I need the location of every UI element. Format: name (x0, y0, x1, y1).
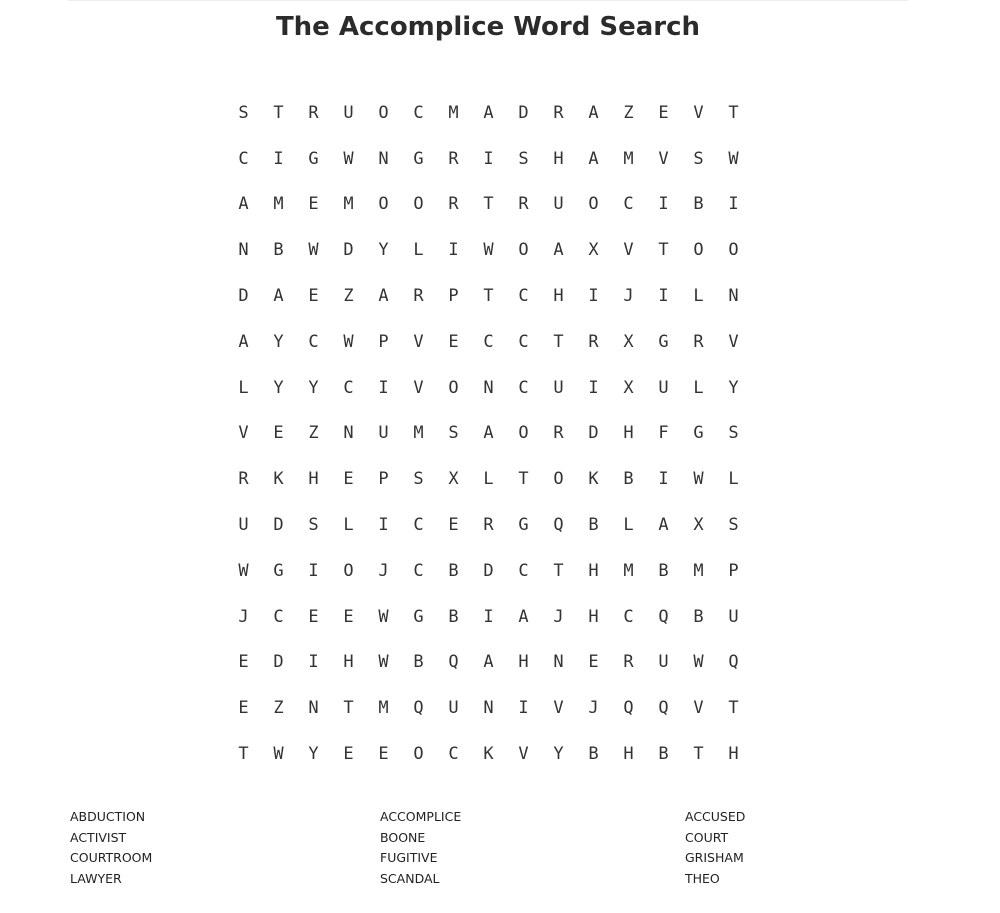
grid-cell: H (343, 652, 354, 673)
grid-cell: M (623, 148, 634, 169)
grid-cell: U (553, 194, 564, 215)
grid-cell: B (623, 469, 634, 490)
grid-cell: A (483, 423, 494, 444)
grid-cell: I (378, 515, 389, 536)
grid-cell: V (518, 744, 529, 765)
grid-cell: V (623, 240, 634, 261)
grid-cell: M (378, 698, 389, 719)
grid-cell: X (623, 331, 634, 352)
grid-cell: E (343, 606, 354, 627)
grid-cell: W (483, 240, 494, 261)
grid-row (226, 731, 751, 777)
grid-cell: E (273, 423, 284, 444)
grid-cell: V (658, 148, 669, 169)
word-list-item: THEO (685, 870, 720, 886)
grid-cell: I (518, 698, 529, 719)
grid-cell: Q (728, 652, 739, 673)
grid-cell: R (308, 102, 319, 123)
grid-cell: Q (658, 606, 669, 627)
grid-cell: Y (378, 240, 389, 261)
grid-cell: Z (273, 698, 284, 719)
grid-cell: Y (553, 744, 564, 765)
grid-row (226, 456, 751, 502)
grid-cell: H (588, 560, 599, 581)
grid-cell: B (588, 515, 599, 536)
grid-cell: W (728, 148, 739, 169)
grid-cell: L (238, 377, 249, 398)
grid-cell: A (588, 102, 599, 123)
grid-row (226, 548, 751, 594)
grid-cell: V (413, 377, 424, 398)
grid-cell: D (483, 560, 494, 581)
grid-cell: C (308, 331, 319, 352)
grid-cell: H (623, 744, 634, 765)
grid-cell: T (658, 240, 669, 261)
grid-cell: U (553, 377, 564, 398)
grid-cell: O (588, 194, 599, 215)
grid-cell: C (623, 194, 634, 215)
grid-cell: B (693, 606, 704, 627)
grid-cell: I (658, 194, 669, 215)
grid-cell: Y (308, 377, 319, 398)
grid-cell: B (448, 606, 459, 627)
grid-cell: O (448, 377, 459, 398)
grid-cell: W (308, 240, 319, 261)
grid-cell: I (728, 194, 739, 215)
grid-cell: Q (413, 698, 424, 719)
grid-cell: I (308, 652, 319, 673)
grid-cell: O (693, 240, 704, 261)
grid-cell: C (518, 286, 529, 307)
grid-cell: D (343, 240, 354, 261)
grid-cell: R (623, 652, 634, 673)
grid-cell: R (588, 331, 599, 352)
grid-cell: A (378, 286, 389, 307)
grid-cell: R (413, 286, 424, 307)
grid-cell: E (343, 469, 354, 490)
grid-cell: B (658, 744, 669, 765)
grid-row (226, 502, 751, 548)
grid-cell: H (623, 423, 634, 444)
grid-cell: C (413, 102, 424, 123)
grid-cell: I (483, 606, 494, 627)
grid-cell: O (728, 240, 739, 261)
grid-cell: E (308, 286, 319, 307)
grid-cell: G (273, 560, 284, 581)
word-list-item: BOONE (380, 829, 426, 845)
grid-cell: T (553, 331, 564, 352)
grid-cell: S (518, 148, 529, 169)
grid-cell: T (553, 560, 564, 581)
grid-cell: D (273, 652, 284, 673)
grid-cell: T (728, 102, 739, 123)
grid-cell: Q (623, 698, 634, 719)
grid-cell: W (238, 560, 249, 581)
grid-cell: U (238, 515, 249, 536)
grid-cell: C (413, 515, 424, 536)
grid-cell: V (693, 698, 704, 719)
grid-cell: H (553, 286, 564, 307)
grid-cell: B (693, 194, 704, 215)
grid-cell: L (693, 286, 704, 307)
grid-cell: W (273, 744, 284, 765)
word-list-item: COURT (685, 829, 729, 845)
grid-cell: X (588, 240, 599, 261)
grid-cell: V (413, 331, 424, 352)
word-column-2 (380, 807, 461, 889)
grid-row (226, 90, 751, 136)
grid-cell: C (518, 331, 529, 352)
grid-cell: W (693, 652, 704, 673)
grid-cell: M (273, 194, 284, 215)
word-list-item: COURTROOM (70, 850, 153, 865)
grid-cell: S (728, 515, 739, 536)
grid-cell: B (588, 744, 599, 765)
grid-cell: M (693, 560, 704, 581)
grid-cell: A (238, 331, 249, 352)
grid-cell: J (378, 560, 389, 581)
grid-cell: T (483, 286, 494, 307)
grid-cell: C (623, 606, 634, 627)
grid-cell: T (238, 744, 249, 765)
grid-cell: I (658, 286, 669, 307)
grid-row (226, 685, 751, 731)
grid-cell: O (343, 560, 354, 581)
grid-cell: P (378, 331, 389, 352)
grid-cell: E (378, 744, 389, 765)
grid-cell: I (483, 148, 494, 169)
grid-cell: E (448, 331, 459, 352)
grid-cell: I (308, 560, 319, 581)
grid-cell: U (378, 423, 389, 444)
grid-cell: C (273, 606, 284, 627)
grid-row (226, 182, 751, 228)
grid-cell: P (378, 469, 389, 490)
grid-cell: G (693, 423, 704, 444)
grid-cell: W (693, 469, 704, 490)
grid-cell: Q (448, 652, 459, 673)
grid-cell: H (728, 744, 739, 765)
grid-cell: W (378, 652, 389, 673)
grid-cell: S (448, 423, 459, 444)
grid-cell: I (378, 377, 389, 398)
grid-cell: R (553, 102, 564, 123)
grid-row (226, 136, 751, 182)
grid-cell: M (343, 194, 354, 215)
grid-cell: L (483, 469, 494, 490)
grid-cell: C (448, 744, 459, 765)
grid-cell: E (588, 652, 599, 673)
grid-cell: N (728, 286, 739, 307)
grid-cell: T (728, 698, 739, 719)
grid-cell: J (553, 606, 564, 627)
grid-cell: T (343, 698, 354, 719)
grid-cell: U (448, 698, 459, 719)
grid-cell: Z (343, 286, 354, 307)
grid-cell: K (483, 744, 494, 765)
grid-cell: L (343, 515, 354, 536)
grid-cell: C (238, 148, 249, 169)
grid-row (226, 640, 751, 686)
grid-cell: O (413, 194, 424, 215)
grid-cell: B (658, 560, 669, 581)
grid-cell: S (728, 423, 739, 444)
grid-cell: R (553, 423, 564, 444)
grid-cell: C (343, 377, 354, 398)
top-divider (68, 0, 908, 1)
grid-cell: H (553, 148, 564, 169)
grid-cell: R (238, 469, 249, 490)
word-list-item: SCANDAL (380, 870, 440, 886)
grid-row (226, 365, 751, 411)
grid-cell: H (588, 606, 599, 627)
grid-cell: I (588, 286, 599, 307)
grid-cell: Y (273, 377, 284, 398)
grid-cell: M (413, 423, 424, 444)
grid-cell: S (413, 469, 424, 490)
grid-cell: E (343, 744, 354, 765)
grid-cell: U (658, 652, 669, 673)
grid-cell: F (658, 423, 669, 444)
grid-cell: J (588, 698, 599, 719)
grid-cell: N (483, 698, 494, 719)
grid-cell: D (273, 515, 284, 536)
grid-cell: R (693, 331, 704, 352)
grid-cell: Y (273, 331, 284, 352)
grid-cell: Z (308, 423, 319, 444)
grid-cell: N (483, 377, 494, 398)
grid-cell: B (448, 560, 459, 581)
grid-cell: I (448, 240, 459, 261)
grid-cell: I (588, 377, 599, 398)
grid-cell: N (343, 423, 354, 444)
grid-cell: O (378, 194, 389, 215)
grid-cell: Z (623, 102, 634, 123)
word-column-1 (70, 807, 152, 889)
grid-cell: U (343, 102, 354, 123)
word-list-item: ACTIVIST (70, 829, 127, 845)
grid-cell: W (343, 331, 354, 352)
grid-cell: N (553, 652, 564, 673)
grid-cell: O (378, 102, 389, 123)
word-list-item: GRISHAM (685, 850, 744, 865)
grid-cell: T (693, 744, 704, 765)
grid-cell: A (483, 102, 494, 123)
grid-cell: T (483, 194, 494, 215)
grid-row (226, 227, 751, 273)
grid-cell: T (273, 102, 284, 123)
grid-cell: V (693, 102, 704, 123)
grid-cell: W (343, 148, 354, 169)
grid-row (226, 319, 751, 365)
grid-cell: U (658, 377, 669, 398)
grid-cell: A (588, 148, 599, 169)
grid-cell: R (448, 194, 459, 215)
grid-cell: G (413, 148, 424, 169)
grid-cell: C (483, 331, 494, 352)
grid-cell: N (308, 698, 319, 719)
grid-cell: A (553, 240, 564, 261)
grid-cell: S (693, 148, 704, 169)
grid-cell: Q (658, 698, 669, 719)
grid-cell: P (728, 560, 739, 581)
word-list-item: ACCOMPLICE (380, 809, 462, 824)
word-list-item: FUGITIVE (380, 850, 438, 865)
grid-cell: O (518, 423, 529, 444)
grid-cell: H (308, 469, 319, 490)
grid-cell: H (518, 652, 529, 673)
grid-cell: A (658, 515, 669, 536)
grid-cell: S (238, 102, 249, 123)
grid-cell: W (378, 606, 389, 627)
grid-cell: V (728, 331, 739, 352)
grid-cell: D (238, 286, 249, 307)
grid-cell: C (413, 560, 424, 581)
grid-cell: G (308, 148, 319, 169)
grid-cell: K (273, 469, 284, 490)
grid-cell: Y (728, 377, 739, 398)
grid-cell: E (308, 606, 319, 627)
grid-cell: O (553, 469, 564, 490)
grid-cell: C (518, 560, 529, 581)
grid-cell: Y (308, 744, 319, 765)
grid-cell: B (413, 652, 424, 673)
grid-cell: G (413, 606, 424, 627)
grid-cell: L (413, 240, 424, 261)
grid-cell: M (448, 102, 459, 123)
grid-cell: L (693, 377, 704, 398)
grid-cell: D (518, 102, 529, 123)
grid-cell: X (693, 515, 704, 536)
grid-cell: G (518, 515, 529, 536)
letter-grid (226, 90, 751, 777)
grid-cell: E (448, 515, 459, 536)
grid-cell: R (483, 515, 494, 536)
word-list (0, 807, 1000, 897)
grid-cell: E (658, 102, 669, 123)
grid-cell: O (413, 744, 424, 765)
page-title: The Accomplice Word Search (275, 12, 701, 42)
grid-cell: T (518, 469, 529, 490)
grid-cell: O (518, 240, 529, 261)
word-list-item: ACCUSED (685, 809, 746, 824)
grid-cell: A (238, 194, 249, 215)
grid-cell: P (448, 286, 459, 307)
grid-row (226, 594, 751, 640)
word-list-item: ABDUCTION (70, 809, 146, 824)
grid-cell: V (238, 423, 249, 444)
grid-cell: K (588, 469, 599, 490)
grid-cell: X (623, 377, 634, 398)
grid-cell: D (588, 423, 599, 444)
grid-cell: N (238, 240, 249, 261)
grid-row (226, 411, 751, 457)
grid-cell: I (658, 469, 669, 490)
grid-cell: E (308, 194, 319, 215)
grid-cell: L (623, 515, 634, 536)
grid-cell: A (518, 606, 529, 627)
grid-cell: X (448, 469, 459, 490)
grid-cell: N (378, 148, 389, 169)
grid-cell: I (273, 148, 284, 169)
grid-cell: J (623, 286, 634, 307)
word-column-3 (685, 807, 745, 889)
grid-cell: J (238, 606, 249, 627)
grid-cell: S (308, 515, 319, 536)
grid-cell: V (553, 698, 564, 719)
grid-cell: A (273, 286, 284, 307)
grid-cell: M (623, 560, 634, 581)
grid-cell: A (483, 652, 494, 673)
grid-cell: E (238, 698, 249, 719)
grid-cell: B (273, 240, 284, 261)
grid-cell: R (448, 148, 459, 169)
grid-cell: G (658, 331, 669, 352)
word-list-item: LAWYER (70, 870, 122, 886)
grid-cell: Q (553, 515, 564, 536)
grid-row (226, 273, 751, 319)
grid-cell: C (518, 377, 529, 398)
grid-cell: R (518, 194, 529, 215)
grid-cell: L (728, 469, 739, 490)
grid-cell: E (238, 652, 249, 673)
grid-cell: U (728, 606, 739, 627)
